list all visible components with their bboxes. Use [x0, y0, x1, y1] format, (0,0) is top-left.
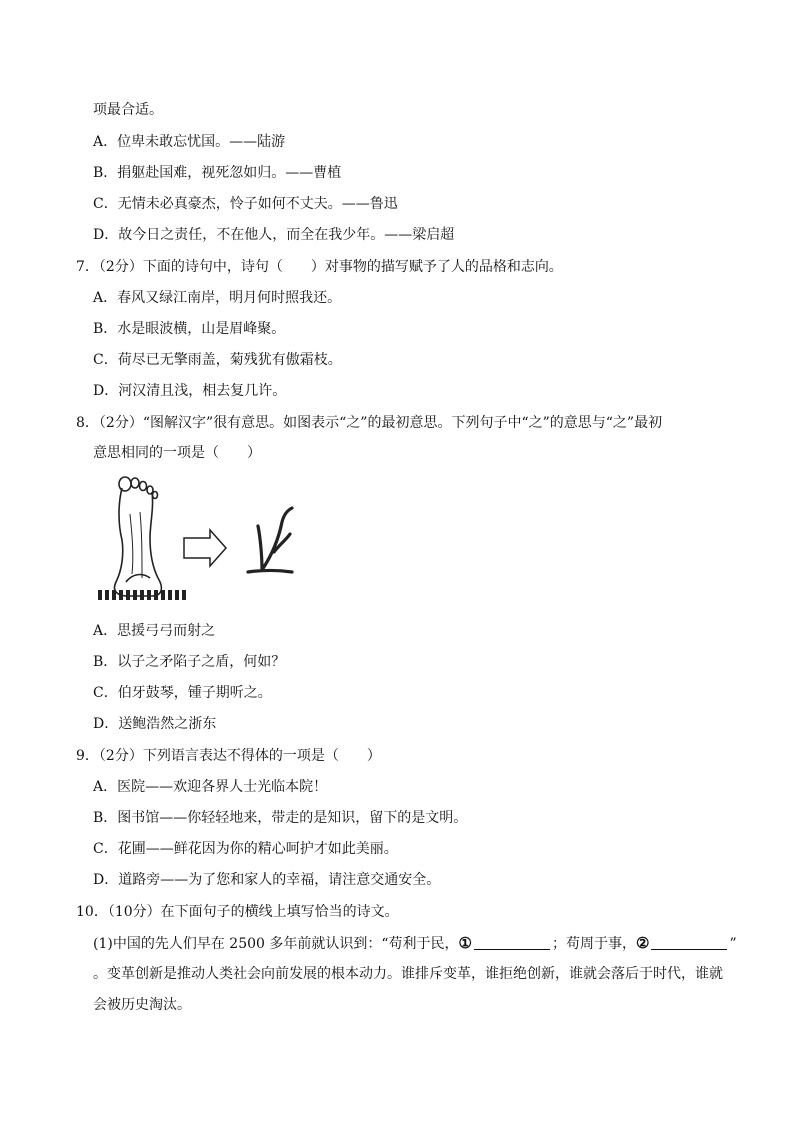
ground-bar — [98, 590, 186, 600]
question-continuation: 项最合适。 — [93, 102, 163, 118]
right-arrow-icon — [184, 530, 226, 566]
fill-blank-2[interactable] — [651, 935, 727, 950]
q9-option-d: D．道路旁——为了您和家人的幸福，请注意交通安全。 — [93, 872, 441, 888]
q9-option-b: B．图书馆——你轻轻地来，带走的是知识，留下的是文明。 — [93, 810, 468, 826]
question-7-stem: 7．（2分）下面的诗句中，诗句（ ）对事物的描写赋予了人的品格和志向。 — [76, 259, 563, 275]
fill-blank-1[interactable] — [474, 935, 550, 950]
foot-image — [115, 477, 162, 596]
q8-option-b: B．以子之矛陷子之盾，何如？ — [93, 654, 286, 670]
q10-part1-text-b: ；苟周于事， — [551, 936, 636, 952]
q8-option-a: A．思援弓弓而射之 — [93, 623, 216, 639]
blank-marker-1: ① — [458, 934, 472, 952]
option-c: C．无情未必真豪杰，怜子如何不丈夫。——鲁迅 — [93, 196, 398, 212]
q9-option-c: C．花圃——鲜花因为你的精心呵护才如此美丽。 — [93, 841, 398, 857]
q7-option-c: C．荷尽已无擎雨盖，菊残犹有傲霜枝。 — [93, 352, 342, 368]
question-10-stem: 10．（10分）在下面句子的横线上填写恰当的诗文。 — [76, 904, 399, 920]
q10-part1-text-a: (1)中国的先人们早在 2500 多年前就认识到：“苟利于民， — [93, 936, 459, 952]
q10-part1-line — [93, 933, 737, 954]
q9-option-a: A．医院——欢迎各界人士光临本院！ — [93, 779, 328, 795]
option-d: D．故今日之责任，不在他人，而全在我少年。——梁启超 — [93, 227, 455, 243]
blank-marker-2: ② — [635, 934, 650, 952]
q8-option-d: D．送鲍浩然之浙东 — [93, 716, 217, 732]
zhi-illustration — [92, 474, 312, 606]
q10-part1-line-2: 。变革创新是推动人类社会向前发展的根本动力。谁排斥变革，谁拒绝创新，谁就会落后于时代，谁就 — [93, 966, 723, 982]
q8-option-c: C．伯牙鼓琴，锺子期听之。 — [93, 685, 272, 701]
q7-option-b: B．水是眼波横，山是眉峰聚。 — [93, 321, 286, 337]
ancient-zhi-glyph — [248, 508, 292, 572]
q10-part1-text-c: ” — [729, 936, 737, 952]
q7-option-d: D．河汉清且浅，相去复几许。 — [93, 383, 287, 399]
q7-option-a: A．春风又绿江南岸，明月何时照我还。 — [93, 290, 342, 306]
option-a: A．位卑未敢忘忧国。——陆游 — [93, 134, 286, 150]
option-b: B．捐躯赴国难，视死忽如归。——曹植 — [93, 165, 342, 181]
q10-part1-line-3: 会被历史淘汰。 — [93, 997, 191, 1013]
question-9-stem: 9．（2分）下列语言表达不得体的一项是（ ） — [76, 748, 381, 764]
question-8-stem-cont: 意思相同的一项是（ ） — [93, 445, 261, 461]
question-8-stem: 8．（2分）“图解汉字”很有意思。如图表示“之”的最初意思。下列句子中“之”的意思与“之”最初 — [76, 415, 663, 431]
